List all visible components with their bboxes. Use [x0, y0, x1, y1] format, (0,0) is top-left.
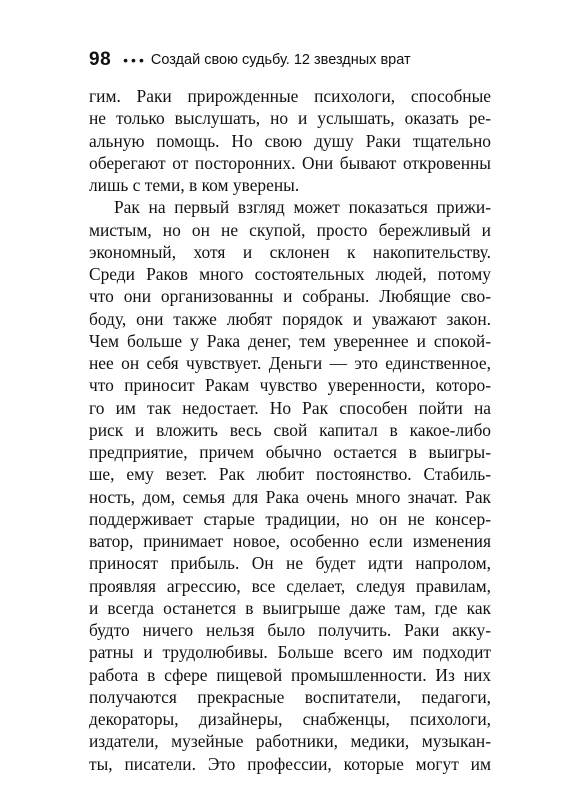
text-line: го им так недостает. Но Рак способен пойти на — [89, 397, 491, 418]
text-line: предприятие, причем обычно остается в выигры- — [89, 442, 491, 462]
text-line: гим. Раки прирожденные психологи, способные — [89, 86, 491, 106]
text-line: получаются прекрасные воспитатели, педагоги, — [89, 686, 491, 707]
text-line: Среди Раков много состоятельных людей, потому — [89, 264, 491, 284]
text-line: не только выслушать, но и услышать, оказать ре- — [89, 108, 491, 129]
running-header — [89, 46, 411, 74]
text-line: Рак на первый взгляд может показаться прижи- — [114, 197, 491, 218]
text-line: что приносит Ракам чувство уверенности, которо- — [89, 375, 491, 396]
text-line: ты, писатели. Это профессии, которые могут им — [89, 753, 491, 774]
text-line: декораторы, дизайнеры, снабженцы, психологи, — [89, 709, 491, 729]
text-line: риск и вложить весь свой капитал в какое-либо — [89, 419, 491, 440]
text-line: нее он себя чувствует. Деньги — это единственное, — [89, 353, 491, 373]
text-line: будто ничего нельзя было получить. Раки акку- — [89, 620, 491, 640]
text-line: альную помощь. Но свою душу Раки тщательно — [89, 130, 491, 151]
text-line: и всегда останется в выигрыше даже там, где как — [89, 597, 491, 618]
header-separator-dots: ••• — [123, 52, 147, 68]
text-line: работа в сфере пищевой промышленности. Из них — [89, 664, 491, 685]
text-line: издатели, музейные работники, медики, музыкан- — [89, 731, 491, 752]
book-title: Создай свою судьбу. 12 звездных врат — [150, 52, 411, 68]
text-line: оберегают от посторонних. Они бывают откровенны — [89, 152, 491, 173]
text-line: экономный, хотя и склонен к накопительству. — [89, 241, 491, 262]
text-line: мистым, но он не скупой, просто бережливый и — [89, 219, 491, 240]
text-line: ность, дом, семья для Рака очень много значат. Рак — [89, 486, 491, 507]
text-line: лишь с теми, в ком уверены. — [89, 175, 300, 195]
text-line: что они организованны и собраны. Любящие сво- — [89, 286, 491, 307]
text-line: приносят прибыль. Он не будет идти напролом, — [89, 553, 491, 574]
text-line: проявляя агрессию, все сделает, следуя правилам, — [89, 575, 491, 596]
text-line: ватор, принимает новое, особенно если изменения — [89, 531, 491, 551]
text-line: поддерживает старые традиции, но он не консер- — [89, 508, 491, 529]
text-line: боду, они также любят порядок и уважают закон. — [89, 308, 491, 329]
body-text — [89, 85, 491, 775]
page-number: 98 — [89, 49, 112, 70]
text-line: ше, ему везет. Рак любит постоянство. Стабиль- — [89, 464, 491, 485]
text-line: Чем больше у Рака денег, тем увереннее и спокой- — [89, 330, 491, 351]
text-line: ратны и трудолюбивы. Больше всего им подходит — [89, 642, 491, 663]
